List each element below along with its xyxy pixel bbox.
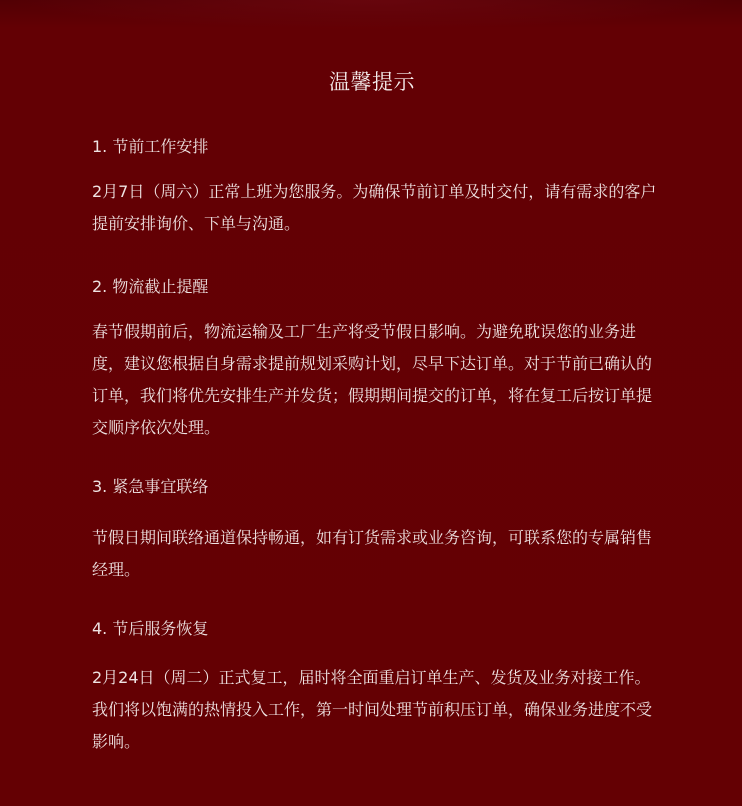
section-heading-pre-holiday: 1. 节前工作安排 [92, 137, 209, 156]
section-body-resume: 2月24日（周二）正式复工，届时将全面重启订单生产、发货及业务对接工作。我们将以饱满的热情投入工作，第一时间处理节前积压订单，确保业务进度不受影响。 [92, 668, 653, 751]
notice-title: 温馨提示 [329, 70, 415, 94]
header-glow [0, 0, 742, 30]
section-body-pre-holiday: 2月7日（周六）正常上班为您服务。为确保节前订单及时交付，请有需求的客户提前安排询价、下单与沟通。 [92, 182, 657, 233]
section-heading-resume: 4. 节后服务恢复 [92, 619, 209, 638]
section-heading-emergency: 3. 紧急事宜联络 [92, 477, 209, 496]
section-body-emergency: 节假日期间联络通道保持畅通，如有订货需求或业务咨询，可联系您的专属销售经理。 [92, 528, 653, 579]
section-heading-logistics: 2. 物流截止提醒 [92, 277, 209, 296]
section-body-logistics: 春节假期前后，物流运输及工厂生产将受节假日影响。为避免耽误您的业务进度，建议您根据自身需求提前规划采购计划，尽早下达订单。对于节前已确认的订单，我们将优先安排生产并发货；假期期间提交的订单，将在复工后按订单提交顺序依次处理。 [92, 322, 653, 437]
